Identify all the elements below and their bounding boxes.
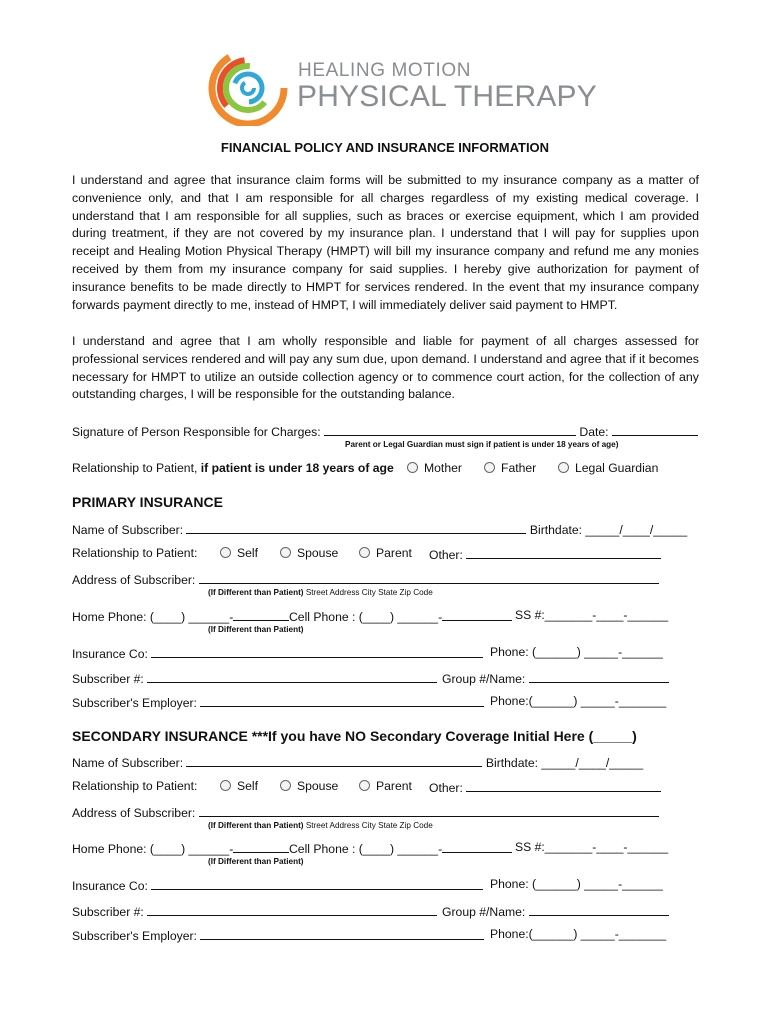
primary-group [442,670,669,686]
home-phone-field[interactable] [233,608,289,621]
home-phone-label: Home Phone: (____) ______- [72,610,234,624]
secondary-employer-row [72,927,484,943]
radio-circle-icon[interactable] [220,547,231,558]
insurance-label: Insurance Co: [72,879,148,893]
insurance-field[interactable] [151,877,483,890]
radio-mother[interactable] [407,461,462,475]
primary-address-field[interactable] [199,571,659,584]
secondary-insurance-row [72,877,483,893]
group-label: Group #/Name: [442,672,526,686]
radio-circle-icon[interactable] [359,780,370,791]
secondary-phone-hint: (If Different than Patient) [208,857,304,866]
secondary-employer-phone[interactable]: Phone:(______) _____-_______ [490,927,667,941]
subscriber-no-label: Subscriber #: [72,905,144,919]
secondary-other [429,779,661,795]
radio-circle-icon[interactable] [280,547,291,558]
cell-phone-label: Cell Phone : (____) ______- [289,842,443,856]
relationship-label: Relationship to Patient, [72,461,198,475]
secondary-radio-self[interactable] [220,779,258,793]
cell-phone-field[interactable] [442,840,512,853]
primary-subscriber-row [72,670,437,686]
primary-heading: PRIMARY INSURANCE [72,494,223,510]
primary-other [429,546,661,562]
secondary-name-row [72,754,643,770]
radio-legal-guardian[interactable] [558,461,658,475]
insurance-label: Insurance Co: [72,647,148,661]
relationship-row [72,461,394,475]
primary-name-field[interactable] [186,521,526,534]
hint-text: Street Address City State Zip Code [305,588,433,597]
radio-label: Spouse [297,546,339,560]
radio-label: Parent [376,546,412,560]
radio-label: Parent [376,779,412,793]
radio-label: Spouse [297,779,339,793]
page-title: FINANCIAL POLICY AND INSURANCE INFORMATION [220,140,550,155]
employer-field[interactable] [200,694,484,707]
primary-employer-row [72,694,484,710]
subscriber-no-field[interactable] [147,903,437,916]
secondary-radio-spouse[interactable] [280,779,338,793]
radio-father[interactable] [484,461,536,475]
primary-insurance-row [72,645,483,661]
hint-bold: (If Different than Patient) [208,588,304,597]
policy-paragraph-1: I understand and agree that insurance claim forms will be submitted to my insurance company as a matter of convenience only, and that I am responsible for all charges regardless of my existing medical coverage. I understand that I am responsible for all supplies, such as braces or exercise equipment, which I am provided during treatment, if they are not covered by my insurance plan. I understand that I will pay for supplies upon receipt and Healing Motion Physical Therapy (HMPT) will bill my insurance company and refund me any monies received by them from my insurance company for said supplies. I hereby give authorization for payment of insurance benefits to be made directly to HMPT for services rendered. In the event that my insurance company forwards payment directly to me, instead of HMPT, I will immediately deliver said payment to HMPT. [72,173,699,312]
primary-name-row [72,521,687,537]
radio-label: Self [237,779,259,793]
secondary-address-hint [208,821,433,830]
secondary-address-field[interactable] [199,804,659,817]
secondary-ss[interactable]: SS #:_______-____-______ [515,840,669,854]
signature-field[interactable] [324,423,576,436]
secondary-group [442,903,669,919]
insurance-field[interactable] [151,645,483,658]
secondary-address-label: Address of Subscriber: [72,806,196,820]
radio-label: Mother [424,461,462,475]
secondary-heading[interactable]: SECONDARY INSURANCE ***If you have NO Secondary Coverage Initial Here (_____) [72,728,637,744]
primary-address-label: Address of Subscriber: [72,573,196,587]
secondary-relationship-label: Relationship to Patient: [72,779,198,793]
secondary-insurance-phone[interactable]: Phone: (______) _____-______ [490,877,663,891]
hint-text: Street Address City State Zip Code [305,821,433,830]
primary-home-phone[interactable] [72,608,289,624]
swirl-logo-icon [208,46,290,126]
signature-row [72,423,698,439]
radio-circle-icon[interactable] [407,462,418,473]
group-field[interactable] [529,903,669,916]
policy-paragraph-2: I understand and agree that I am wholly responsible and liable for payment of all charges assessed for professional services rendered and will pay any sum due, upon demand. I understand and agree that if it becomes necessary for HMPT to utilize an outside collection agency or to commence court action, for the collection of any outstanding charges, I will be responsible for the outstanding balance. [72,334,699,402]
secondary-other-field[interactable] [466,779,661,792]
primary-cell-phone[interactable] [289,608,512,624]
subscriber-no-label: Subscriber #: [72,672,144,686]
primary-address-hint [208,588,433,597]
cell-phone-field[interactable] [442,608,512,621]
primary-birthdate[interactable]: Birthdate: _____/____/_____ [529,523,688,537]
radio-label: Father [501,461,537,475]
primary-other-field[interactable] [466,546,661,559]
primary-radio-parent[interactable] [359,546,412,560]
logo-line-1: HEALING MOTION [298,60,472,81]
primary-radio-spouse[interactable] [280,546,338,560]
secondary-cell-phone[interactable] [289,840,512,856]
radio-circle-icon[interactable] [359,547,370,558]
primary-employer-phone[interactable]: Phone:(______) _____-_______ [490,694,667,708]
subscriber-no-field[interactable] [147,670,437,683]
primary-ss[interactable]: SS #:_______-____-______ [515,608,669,622]
logo-line-2: PHYSICAL THERAPY [297,80,597,113]
radio-circle-icon[interactable] [558,462,569,473]
hint-bold: (If Different than Patient) [208,821,304,830]
primary-insurance-phone[interactable]: Phone: (______) _____-______ [490,645,663,659]
secondary-home-phone[interactable] [72,840,289,856]
secondary-address-row [72,804,659,820]
cell-phone-label: Cell Phone : (____) ______- [289,610,443,624]
radio-label: Legal Guardian [575,461,659,475]
primary-address-row [72,571,659,587]
secondary-birthdate[interactable]: Birthdate: _____/____/_____ [485,756,644,770]
primary-phone-hint: (If Different than Patient) [208,625,304,634]
primary-name-label: Name of Subscriber: [72,523,184,537]
employer-label: Subscriber's Employer: [72,696,197,710]
radio-label: Self [237,546,259,560]
date-label: Date: [579,425,609,439]
primary-relationship-label: Relationship to Patient: [72,546,198,560]
secondary-radio-parent[interactable] [359,779,412,793]
secondary-subscriber-row [72,903,437,919]
date-field[interactable] [612,423,698,436]
radio-circle-icon[interactable] [280,780,291,791]
home-phone-field[interactable] [233,840,289,853]
employer-label: Subscriber's Employer: [72,929,197,943]
radio-circle-icon[interactable] [484,462,495,473]
secondary-name-field[interactable] [186,754,482,767]
primary-radio-self[interactable] [220,546,258,560]
employer-field[interactable] [200,927,484,940]
signature-label: Signature of Person Responsible for Charges: [72,425,321,439]
signature-note: Parent or Legal Guardian must sign if patient is under 18 years of age) [345,440,619,449]
radio-circle-icon[interactable] [220,780,231,791]
relationship-label-bold: if patient is under 18 years of age [200,461,394,475]
group-label: Group #/Name: [442,905,526,919]
company-logo [208,46,597,126]
secondary-name-label: Name of Subscriber: [72,756,184,770]
other-label: Other: [429,548,463,562]
other-label: Other: [429,781,463,795]
home-phone-label: Home Phone: (____) ______- [72,842,234,856]
group-field[interactable] [529,670,669,683]
